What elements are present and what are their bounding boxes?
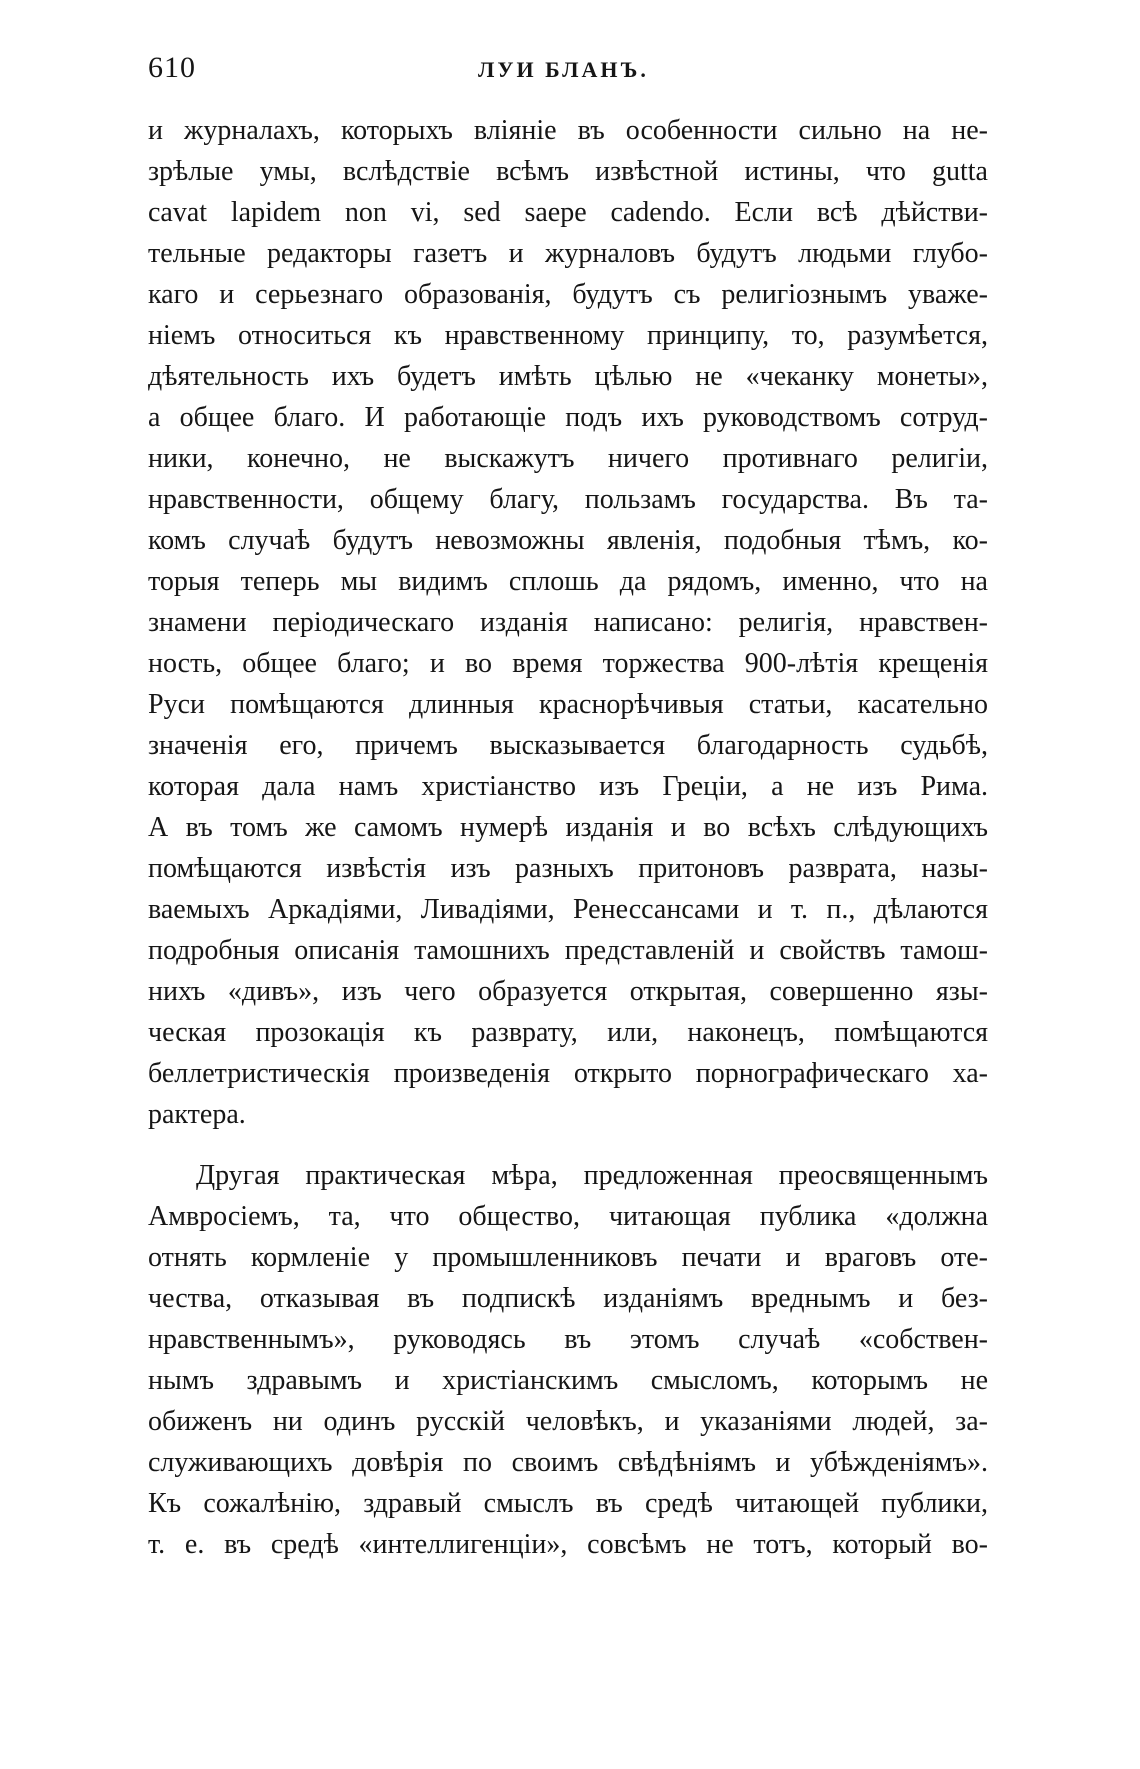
text-line: служивающихъ довѣрія по своимъ свѣдѣніямъ и убѣжденіямъ».: [148, 1447, 988, 1478]
text-line: Руси помѣщаются длинныя краснорѣчивыя статьи, касательно: [148, 689, 988, 720]
text-line: знамени періодическаго изданія написано: религія, нравствен-: [148, 607, 988, 638]
text-line: нравственности, общему благу, пользамъ государства. Въ та-: [148, 484, 988, 515]
text-line: значенія его, причемъ высказывается благодарность судьбѣ,: [148, 730, 988, 761]
text-line: беллетристическія произведенія открыто порнографическаго ха-: [148, 1058, 988, 1089]
page-header: [148, 48, 988, 88]
text-line: рактера.: [148, 1099, 246, 1130]
text-line: а общее благо. И работающіе подъ ихъ руководствомъ сотруд-: [148, 402, 988, 433]
text-line: и журналахъ, которыхъ вліяніе въ особенности сильно на не-: [148, 115, 988, 146]
text-line: тельные редакторы газетъ и журналовъ будутъ людьми глубо-: [148, 238, 988, 269]
text-line: cavat lapidem non vi, sed saepe cadendo. Если всѣ дѣйстви-: [148, 197, 988, 228]
paragraph-2: [148, 1155, 988, 1565]
paragraph-gap: [148, 1135, 988, 1155]
text-line: комъ случаѣ будутъ невозможны явленія, подобныя тѣмъ, ко-: [148, 525, 988, 556]
text-line: ность, общее благо; и во время торжества 900-лѣтія крещенія: [148, 648, 988, 679]
running-head: ЛУИ БЛАНЪ.: [478, 57, 649, 82]
text-line: чества, отказывая въ подпискѣ изданіямъ вреднымъ и без-: [148, 1283, 988, 1314]
text-line: нихъ «дивъ», изъ чего образуется открытая, совершенно язы-: [148, 976, 988, 1007]
text-line: торыя теперь мы видимъ сплошь да рядомъ, именно, что на: [148, 566, 988, 597]
text-line: ческая прозокація къ разврату, или, наконецъ, помѣщаются: [148, 1017, 988, 1048]
text-line: подробныя описанія тамошнихъ представленій и свойствъ тамош-: [148, 935, 988, 966]
body-text: [148, 110, 988, 1565]
text-line: Амвросіемъ, та, что общество, читающая публика «должна: [148, 1201, 988, 1232]
text-line: т. е. въ средѣ «интеллигенціи», совсѣмъ не тотъ, который во-: [148, 1529, 988, 1560]
text-line: каго и серьезнаго образованія, будутъ съ религіознымъ уваже-: [148, 279, 988, 310]
paragraph-1: [148, 110, 988, 1135]
text-line: отнять кормленіе у промышленниковъ печати и враговъ оте-: [148, 1242, 988, 1273]
text-line: ваемыхъ Аркадіями, Ливадіями, Ренессансами и т. п., дѣлаются: [148, 894, 988, 925]
text-line: ніемъ относиться къ нравственному принципу, то, разумѣется,: [148, 320, 988, 351]
text-line: дѣятельность ихъ будетъ имѣть цѣлью не «чеканку монеты»,: [148, 361, 988, 392]
text-line: ники, конечно, не выскажутъ ничего противнаго религіи,: [148, 443, 988, 474]
text-line: Другая практическая мѣра, предложенная преосвященнымъ: [196, 1160, 988, 1191]
text-line: которая дала намъ христіанство изъ Греціи, а не изъ Рима.: [148, 771, 988, 802]
text-line: нравственнымъ», руководясь въ этомъ случаѣ «собствен-: [148, 1324, 988, 1355]
page-number: 610: [148, 51, 196, 84]
text-line: А въ томъ же самомъ нумерѣ изданія и во всѣхъ слѣдующихъ: [148, 812, 988, 843]
text-line: обиженъ ни одинъ русскій человѣкъ, и указаніями людей, за-: [148, 1406, 988, 1437]
text-line: зрѣлые умы, вслѣдствіе всѣмъ извѣстной истины, что gutta: [148, 156, 988, 187]
text-line: нымъ здравымъ и христіанскимъ смысломъ, которымъ не: [148, 1365, 988, 1396]
text-line: Къ сожалѣнію, здравый смыслъ въ средѣ читающей публики,: [148, 1488, 988, 1519]
text-line: помѣщаются извѣстія изъ разныхъ притоновъ разврата, назы-: [148, 853, 988, 884]
